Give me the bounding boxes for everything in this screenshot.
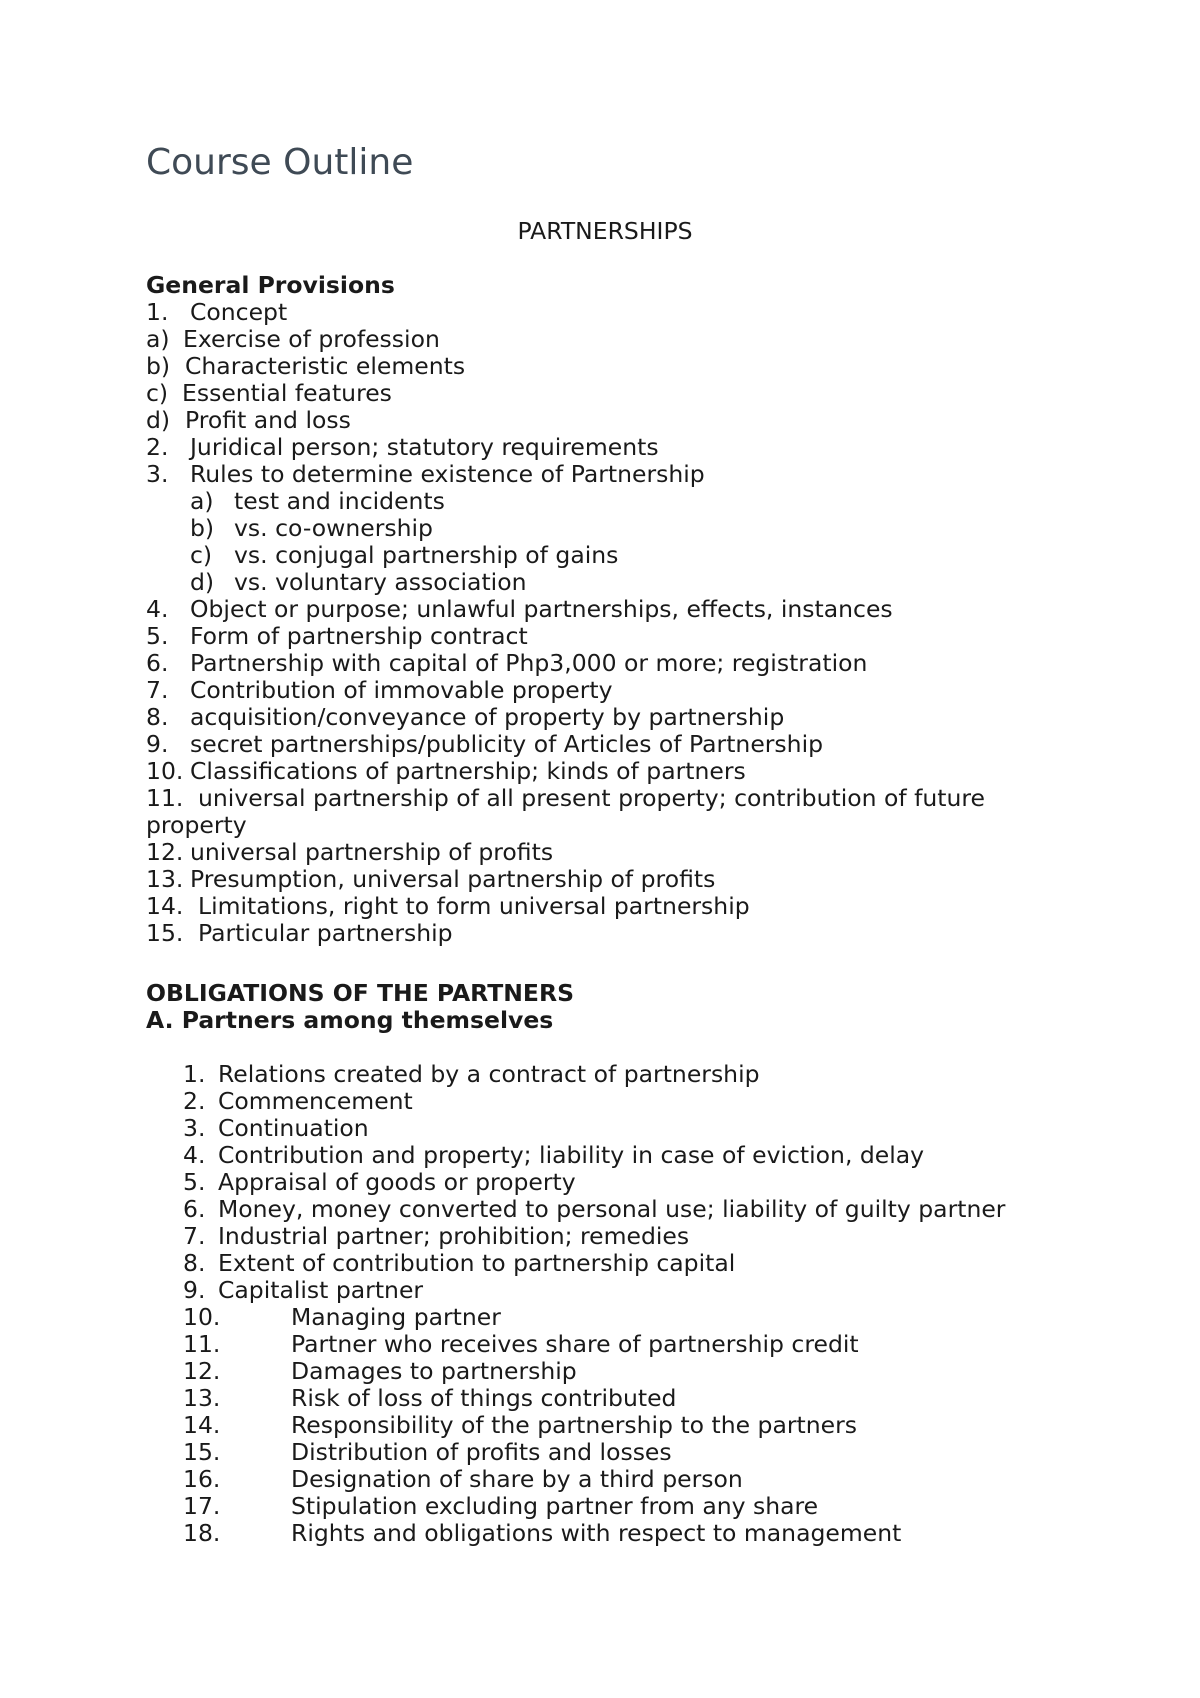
main-heading: PARTNERSHIPS [517,217,693,245]
general-provisions-item-number: 12. [146,838,184,866]
obligations-item-text: Distribution of profits and losses [291,1438,672,1466]
obligations-item-number: 2. [183,1087,206,1115]
obligations-item-text: Industrial partner; prohibition; remedies [218,1222,690,1250]
obligations-item-number: 7. [183,1222,206,1250]
obligations-item-number: 15. [183,1438,221,1466]
general-provisions-item-text: Characteristic elements [185,352,466,380]
general-provisions-item-text: Particular partnership [198,919,453,947]
general-provisions-item-number: 1. [146,298,169,326]
obligations-item-text: Appraisal of goods or property [218,1168,576,1196]
general-provisions-item-text: Essential features [182,379,392,407]
general-provisions-item-number: 4. [146,595,169,623]
obligations-item-number: 6. [183,1195,206,1223]
section-heading-obligations: OBLIGATIONS OF THE PARTNERS [146,979,574,1007]
obligations-item-text: Stipulation excluding partner from any share [291,1492,819,1520]
obligations-item-number: 10. [183,1303,221,1331]
general-provisions-item-number: a) [146,325,170,353]
obligations-item-number: 8. [183,1249,206,1277]
general-provisions-item-text: Exercise of profession [183,325,440,353]
obligations-item-text: Commencement [218,1087,413,1115]
general-provisions-item-text: Profit and loss [185,406,351,434]
obligations-item-text: Partner who receives share of partnership credit [291,1330,859,1358]
general-provisions-item-number: b) [190,514,215,542]
general-provisions-item-number: 3. [146,460,169,488]
obligations-item-text: Managing partner [291,1303,501,1331]
general-provisions-item-text: secret partnerships/publicity of Articles of Partnership [190,730,824,758]
obligations-item-number: 14. [183,1411,221,1439]
obligations-item-number: 12. [183,1357,221,1385]
general-provisions-item-text: Rules to determine existence of Partnership [190,460,705,488]
general-provisions-item-text: universal partnership of all present property; contribution of future [198,784,985,812]
section-heading-general-provisions: General Provisions [146,271,395,299]
obligations-item-number: 1. [183,1060,206,1088]
general-provisions-item-text: Partnership with capital of Php3,000 or more; registration [190,649,868,677]
obligations-item-text: Damages to partnership [291,1357,577,1385]
obligations-item-number: 4. [183,1141,206,1169]
obligations-item-text: Extent of contribution to partnership capital [218,1249,736,1277]
general-provisions-item-text: test and incidents [234,487,445,515]
general-provisions-item-number: 5. [146,622,169,650]
general-provisions-item-text: Classifications of partnership; kinds of partners [190,757,746,785]
general-provisions-item-text: property [146,811,247,839]
obligations-item-text: Capitalist partner [218,1276,424,1304]
obligations-item-number: 11. [183,1330,221,1358]
general-provisions-item-number: 8. [146,703,169,731]
general-provisions-item-text: Contribution of immovable property [190,676,613,704]
document-title: Course Outline [146,142,414,183]
general-provisions-item-text: vs. voluntary association [234,568,527,596]
obligations-item-text: Continuation [218,1114,369,1142]
general-provisions-item-text: acquisition/conveyance of property by partnership [190,703,785,731]
general-provisions-item-number: c) [146,379,169,407]
general-provisions-item-number: 2. [146,433,169,461]
subsection-heading-partners-among-themselves: A. Partners among themselves [146,1006,554,1034]
obligations-item-number: 5. [183,1168,206,1196]
general-provisions-item-number: d) [146,406,171,434]
general-provisions-item-text: vs. co-ownership [234,514,433,542]
general-provisions-item-number: 10. [146,757,184,785]
general-provisions-item-text: vs. conjugal partnership of gains [234,541,619,569]
general-provisions-item-number: 6. [146,649,169,677]
general-provisions-item-text: Object or purpose; unlawful partnerships, effects, instances [190,595,893,623]
general-provisions-item-number: d) [190,568,215,596]
obligations-item-number: 17. [183,1492,221,1520]
obligations-item-text: Relations created by a contract of partnership [218,1060,760,1088]
general-provisions-item-text: Concept [190,298,288,326]
obligations-item-text: Designation of share by a third person [291,1465,743,1493]
obligations-item-number: 3. [183,1114,206,1142]
obligations-item-number: 9. [183,1276,206,1304]
general-provisions-item-number: c) [190,541,213,569]
general-provisions-item-number: 9. [146,730,169,758]
general-provisions-item-text: Limitations, right to form universal partnership [198,892,750,920]
general-provisions-item-number: 11. [146,784,184,812]
general-provisions-item-text: universal partnership of profits [190,838,554,866]
obligations-item-text: Rights and obligations with respect to management [291,1519,902,1547]
obligations-item-text: Contribution and property; liability in case of eviction, delay [218,1141,925,1169]
general-provisions-item-number: 7. [146,676,169,704]
general-provisions-item-number: 13. [146,865,184,893]
general-provisions-item-number: a) [190,487,214,515]
general-provisions-item-number: 14. [146,892,184,920]
general-provisions-item-text: Juridical person; statutory requirements [190,433,659,461]
obligations-item-number: 18. [183,1519,221,1547]
general-provisions-item-text: Form of partnership contract [190,622,528,650]
general-provisions-item-number: 15. [146,919,184,947]
general-provisions-item-number: b) [146,352,171,380]
obligations-item-number: 16. [183,1465,221,1493]
general-provisions-item-text: Presumption, universal partnership of profits [190,865,716,893]
obligations-item-text: Responsibility of the partnership to the partners [291,1411,857,1439]
obligations-item-text: Risk of loss of things contributed [291,1384,677,1412]
obligations-item-text: Money, money converted to personal use; liability of guilty partner [218,1195,1006,1223]
obligations-item-number: 13. [183,1384,221,1412]
